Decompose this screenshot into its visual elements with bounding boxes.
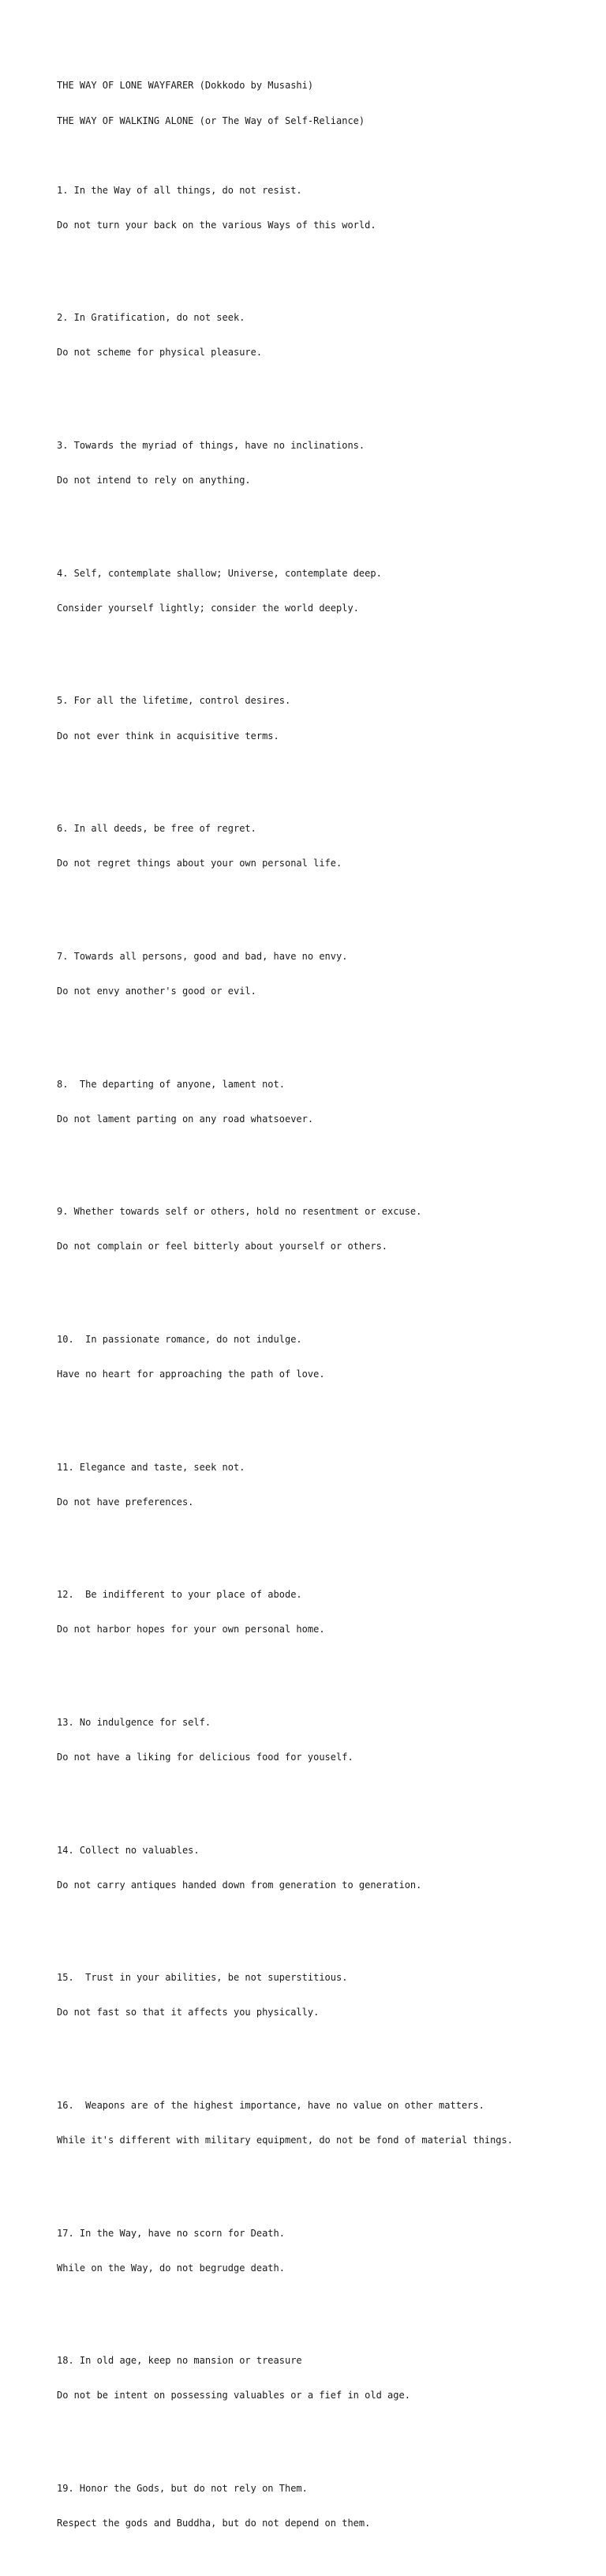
precept-explanation: Do not fast so that it affects you physically.	[57, 2007, 320, 2018]
precept-explanation: Have no heart for approaching the path of love.	[57, 1368, 325, 1380]
precept-principle: 5. For all the lifetime, control desires.	[57, 695, 291, 707]
precept-entry-11	[57, 1438, 593, 1531]
precept-principle: 19. Honor the Gods, but do not rely on Them.	[57, 2483, 308, 2495]
precept-principle: 13. No indulgence for self.	[57, 1716, 211, 1728]
precept-entry-15	[57, 1949, 593, 2042]
precept-explanation: Do not carry antiques handed down from generation to generation.	[57, 1879, 422, 1891]
precept-explanation: Do not be intent on possessing valuables or a fief in old age.	[57, 2390, 410, 2401]
precept-entry-13	[57, 1694, 593, 1787]
precept-principle: 3. Towards the myriad of things, have no inclinations.	[57, 440, 365, 452]
precept-explanation: Do not regret things about your own personal life.	[57, 858, 342, 869]
precept-principle: 15. Trust in your abilities, be not superstitious.	[57, 1972, 348, 1984]
precept-entry-12	[57, 1566, 593, 1659]
precept-principle: 2. In Gratification, do not seek.	[57, 312, 245, 324]
precept-principle: 17. In the Way, have no scorn for Death.	[57, 2227, 285, 2239]
document-page	[57, 57, 593, 2576]
precept-principle: 14. Collect no valuables.	[57, 1844, 200, 1856]
precept-explanation: Do not have a liking for delicious food for youself.	[57, 1752, 354, 1763]
precept-entry-18	[57, 2332, 593, 2425]
precept-entry-8	[57, 1055, 593, 1148]
precept-explanation: Do not harbor hopes for your own personal home.	[57, 1624, 325, 1635]
precept-explanation: Do not have preferences.	[57, 1496, 194, 1508]
precept-principle: 18. In old age, keep no mansion or treasure	[57, 2355, 302, 2367]
precept-entry-9	[57, 1183, 593, 1276]
precept-explanation: Do not lament parting on any road whatsoever.	[57, 1113, 314, 1125]
precept-entry-16	[57, 2077, 593, 2170]
precept-entry-14	[57, 1821, 593, 1914]
precept-explanation: Respect the gods and Buddha, but do not depend on them.	[57, 2518, 371, 2529]
precept-explanation: Do not ever think in acquisitive terms.	[57, 730, 279, 742]
precept-principle: 1. In the Way of all things, do not resist.	[57, 184, 302, 196]
precept-explanation: Do not complain or feel bitterly about yourself or others.	[57, 1241, 388, 1252]
precept-explanation: Do not turn your back on the various Ways of this world.	[57, 219, 376, 231]
precept-explanation: Do not intend to rely on anything.	[57, 475, 251, 486]
document-title-line-2: THE WAY OF WALKING ALONE (or The Way of Self-Reliance)	[57, 115, 365, 126]
precept-entry-17	[57, 2204, 593, 2297]
precept-entry-10	[57, 1310, 593, 1403]
precept-principle: 9. Whether towards self or others, hold no resentment or excuse.	[57, 1206, 422, 1218]
precept-principle: 6. In all deeds, be free of regret.	[57, 823, 256, 835]
precept-explanation: While on the Way, do not begrudge death.	[57, 2262, 285, 2274]
precept-explanation: Do not scheme for physical pleasure.	[57, 347, 263, 359]
document-title-line-1: THE WAY OF LONE WAYFARER (Dokkodo by Musashi)	[57, 80, 314, 92]
precept-explanation: Do not envy another's good or evil.	[57, 985, 256, 997]
precept-principle: 4. Self, contemplate shallow; Universe, contemplate deep.	[57, 567, 382, 579]
precept-entry-19	[57, 2460, 593, 2553]
precept-entry-5	[57, 672, 593, 765]
precept-principle: 11. Elegance and taste, seek not.	[57, 1461, 245, 1473]
precept-entry-1	[57, 161, 593, 254]
precept-principle: 8. The departing of anyone, lament not.	[57, 1078, 285, 1090]
precept-principle: 16. Weapons are of the highest importance, have no value on other matters.	[57, 2100, 484, 2112]
precept-explanation: Consider yourself lightly; consider the world deeply.	[57, 602, 359, 614]
precept-entry-7	[57, 927, 593, 1020]
precept-explanation: While it's different with military equipment, do not be fond of material things.	[57, 2135, 513, 2146]
precept-principle: 10. In passionate romance, do not indulge.	[57, 1333, 302, 1345]
precept-entry-6	[57, 800, 593, 893]
precept-entry-2	[57, 289, 593, 382]
precept-entry-3	[57, 417, 593, 510]
precept-entry-4	[57, 544, 593, 637]
precept-principle: 7. Towards all persons, good and bad, have no envy.	[57, 950, 348, 962]
precept-principle: 12. Be indifferent to your place of abode.	[57, 1589, 302, 1601]
